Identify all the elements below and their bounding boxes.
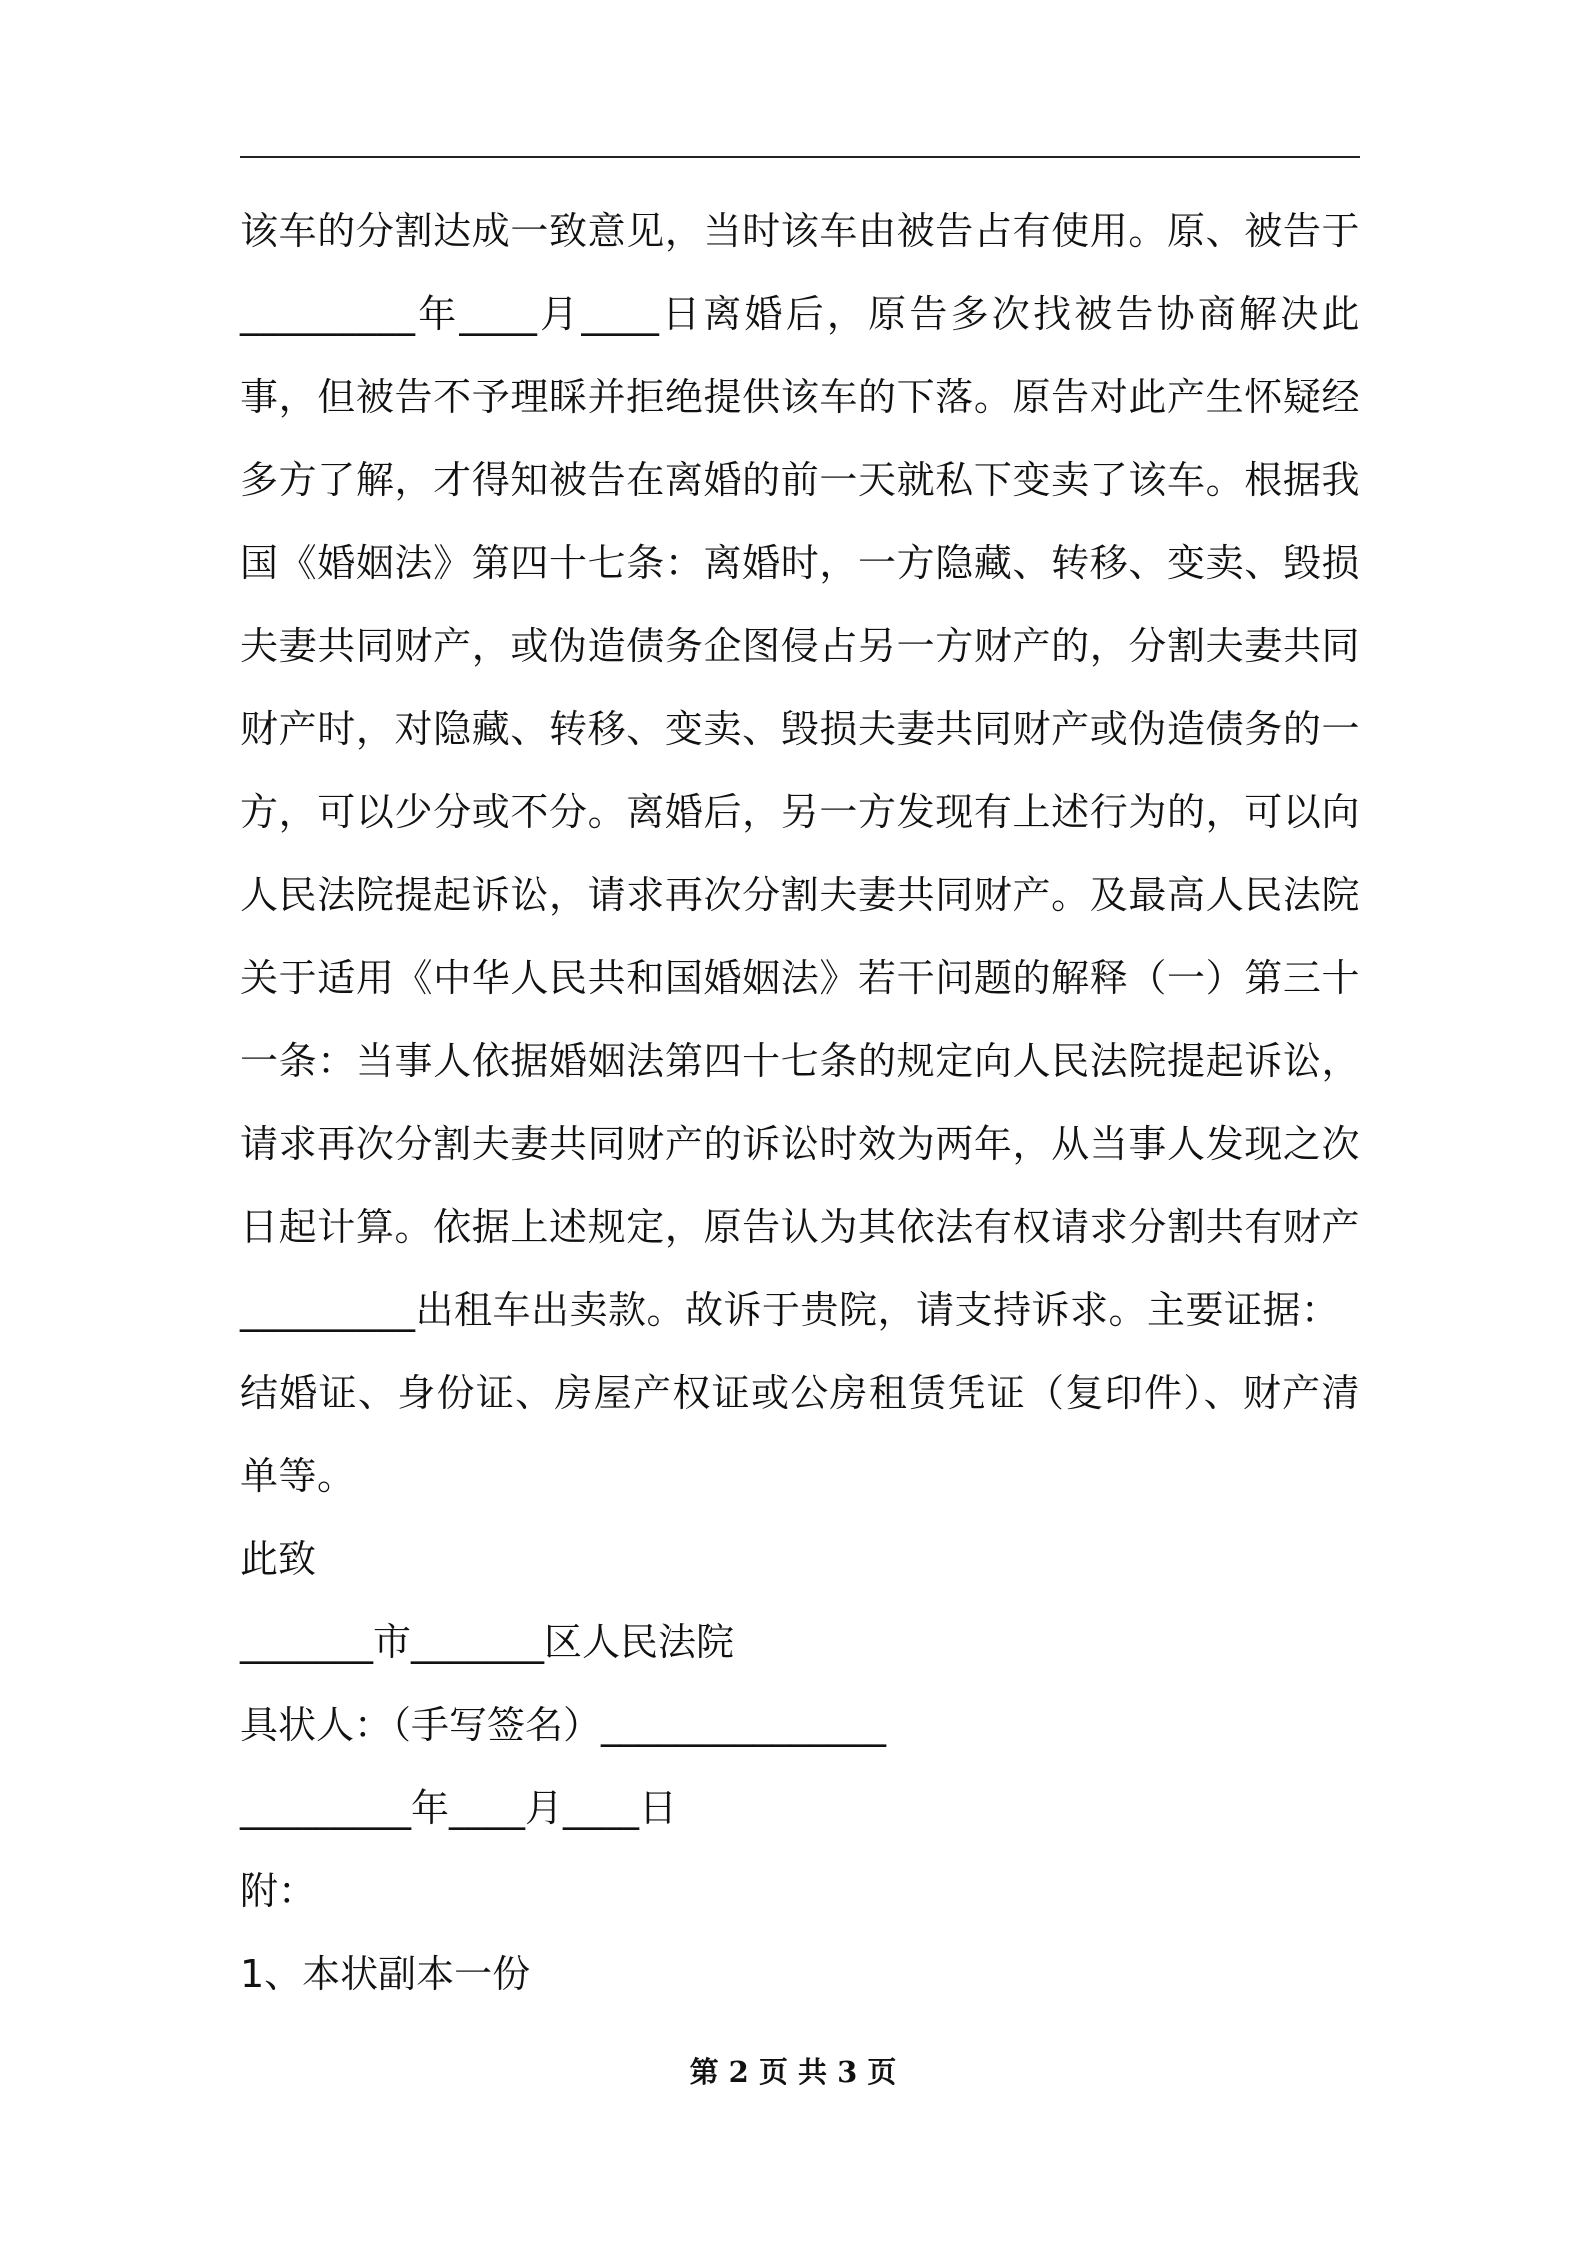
salutation: 此致	[240, 1537, 317, 1581]
attachment-label: 附：	[240, 1869, 317, 1913]
attachment-item: 1、本状副本一份	[240, 1952, 531, 1996]
court-line: _______市_______区人民法院	[240, 1620, 735, 1664]
main-paragraph: 该车的分割达成一致意见，当时该车由被告占有使用。原、被告于_________年____月____日离婚后，原告多次找被告协商解决此事，但被告不予理睬并拒绝提供该车的下落。原告对此产生怀疑经多方了解，才得知被告在离婚的前一天就私下变卖了该车。根据我国《婚姻法》第四十七条：离婚时，一方隐藏、转移、变卖、毁损夫妻共同财产，或伪造债务企图侵占另一方财产的，分割夫妻共同财产时，对隐藏、转移、变卖、毁损夫妻共同财产或伪造债务的一方，可以少分或不分。离婚后，另一方发现有上述行为的，可以向人民法院提起诉讼，请求再次分割夫妻共同财产。及最高人民法院关于适用《中华人民共和国婚姻法》若干问题的解释（一）第三十一条：当事人依据婚姻法第四十七条的规定向人民法院提起诉讼，请求再次分割夫妻共同财产的诉讼时效为两年，从当事人发现之次日起计算。依据上述规定，原告认为其依法有权请求分割共有财产_________出租车出卖款。故诉于贵院，请支持诉求。主要证据：	[240, 209, 1360, 1332]
date-line: _________年____月____日	[240, 1786, 678, 1830]
signer-line: 具状人：（手写签名）_______________	[240, 1703, 887, 1747]
page-number: 第 2 页 共 3 页	[689, 2055, 897, 2089]
evidence-paragraph: 结婚证、身份证、房屋产权证或公房租赁凭证（复印件）、财产清单等。	[240, 1371, 1360, 1498]
document-body	[240, 190, 1360, 2016]
header-rule	[240, 156, 1360, 158]
